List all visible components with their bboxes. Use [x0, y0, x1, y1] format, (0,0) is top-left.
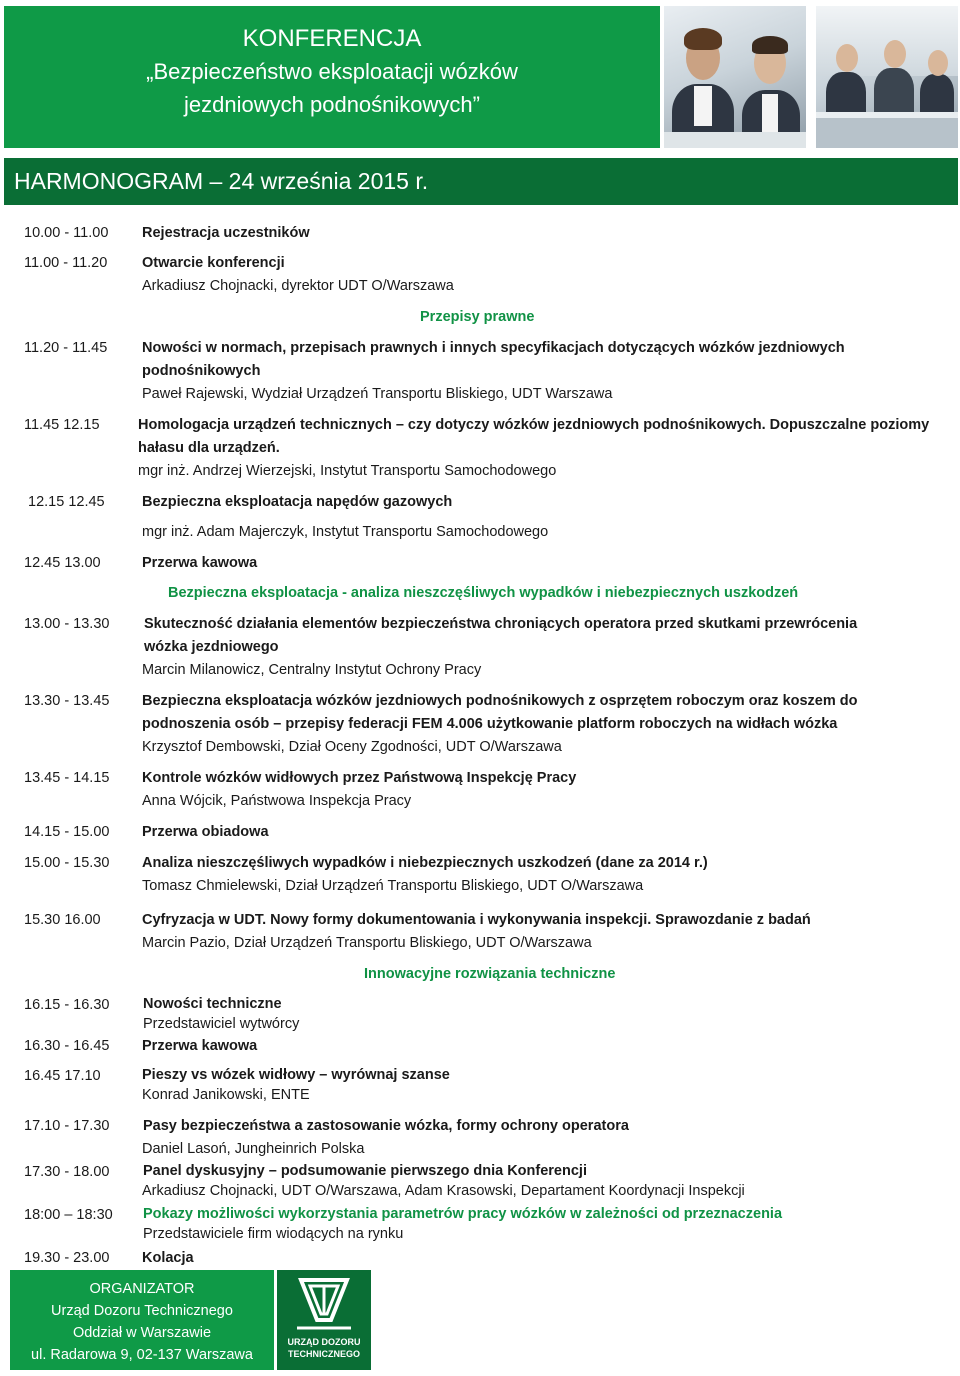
logo-text-line1: URZĄD DOZORU	[287, 1337, 361, 1347]
schedule-speaker: Przedstawiciel wytwórcy	[143, 1016, 300, 1032]
schedule-title: Panel dyskusyjny – podsumowanie pierwszego dnia Konferencji	[143, 1163, 587, 1179]
schedule-time: 16.15 - 16.30	[24, 997, 110, 1013]
conference-banner	[4, 6, 660, 148]
conference-subtitle-line2: jezdniowych podnośnikowych”	[184, 92, 480, 117]
schedule-title: Rejestracja uczestników	[142, 225, 310, 241]
schedule-time: 13.00 - 13.30	[24, 616, 110, 632]
schedule-title: Bezpieczna eksploatacja wózków jezdniowych podnośnikowych z osprzętem roboczym oraz koszem do podnoszenia osób – przepisy federacji FEM 4.006 użytkowanie platform roboczych na widłach wózka	[142, 693, 858, 732]
schedule-title: Kontrole wózków widłowych przez Państwową Inspekcję Pracy	[142, 770, 577, 786]
schedule-speaker: Konrad Janikowski, ENTE	[142, 1087, 310, 1103]
conference-subtitle-line1: „Bezpieczeństwo eksploatacji wózków	[146, 59, 518, 84]
schedule-time: 18:00 – 18:30	[24, 1207, 113, 1223]
schedule-speaker: Anna Wójcik, Państwowa Inspekcja Pracy	[142, 793, 412, 809]
schedule-time: 12.15 12.45	[28, 494, 105, 510]
schedule-title: Przerwa kawowa	[142, 1038, 258, 1054]
schedule-speaker: Paweł Rajewski, Wydział Urządzeń Transportu Bliskiego, UDT Warszawa	[142, 386, 613, 402]
schedule-title: Przerwa kawowa	[142, 555, 258, 571]
schedule-time: 15.30 16.00	[24, 912, 101, 928]
schedule-speaker: mgr inż. Adam Majerczyk, Instytut Transportu Samochodowego	[142, 524, 549, 540]
schedule-time: 14.15 - 15.00	[24, 824, 110, 840]
udt-logo	[277, 1270, 371, 1370]
schedule-speaker: Arkadiusz Chojnacki, dyrektor UDT O/Warszawa	[142, 278, 454, 294]
schedule-time: 11.20 - 11.45	[24, 340, 108, 356]
organizer-box	[10, 1270, 274, 1370]
organizer-branch: Oddział w Warszawie	[72, 1325, 212, 1341]
schedule-title: Otwarcie konferencji	[142, 255, 285, 271]
section-heading: Bezpieczna eksploatacja - analiza nieszczęśliwych wypadków i niebezpiecznych uszkodzeń	[168, 585, 799, 601]
schedule-title: Pokazy możliwości wykorzystania parametrów pracy wózków w zależności od przeznaczenia	[143, 1206, 783, 1222]
schedule-time: 19.30 - 23.00	[24, 1250, 110, 1266]
section-heading: Przepisy prawne	[420, 309, 535, 325]
schedule-speaker: Marcin Pazio, Dział Urządzeń Transportu Bliskiego, UDT O/Warszawa	[142, 935, 592, 951]
schedule-title: Nowości techniczne	[143, 996, 282, 1012]
schedule-title: Pasy bezpieczeństwa a zastosowanie wózka, formy ochrony operatora	[143, 1118, 629, 1134]
organizer-address: ul. Radarowa 9, 02-137 Warszawa	[31, 1347, 253, 1363]
schedule-speaker: Marcin Milanowicz, Centralny Instytut Ochrony Pracy	[142, 662, 482, 678]
schedule-title: Pieszy vs wózek widłowy – wyrównaj szanse	[142, 1067, 450, 1083]
schedule-speaker: mgr inż. Andrzej Wierzejski, Instytut Transportu Samochodowego	[138, 463, 557, 479]
schedule-title: Kolacja	[142, 1250, 194, 1266]
schedule-time: 13.30 - 13.45	[24, 693, 110, 709]
schedule-time: 17.10 - 17.30	[24, 1118, 110, 1134]
business-people-photo-left	[664, 6, 806, 148]
schedule-time: 11.00 - 11.20	[24, 255, 108, 271]
schedule-time: 12.45 13.00	[24, 555, 101, 571]
schedule-heading: HARMONOGRAM – 24 września 2015 r.	[4, 158, 958, 205]
schedule-time: 16.30 - 16.45	[24, 1038, 110, 1054]
logo-text-line2: TECHNICZNEGO	[288, 1349, 360, 1359]
schedule-title: Analiza nieszczęśliwych wypadków i niebezpiecznych uszkodzeń (dane za 2014 r.)	[142, 855, 708, 871]
schedule-title: Homologacja urządzeń technicznych – czy dotyczy wózków jezdniowych podnośnikowych. Dopuszczalne poziomy hałasu dla urządzeń.	[138, 417, 930, 456]
schedule-title: Skuteczność działania elementów bezpieczeństwa chroniących operatora przed skutkami przewrócenia wózka jezdniowego	[144, 616, 858, 655]
schedule-speaker: Tomasz Chmielewski, Dział Urządzeń Transportu Bliskiego, UDT O/Warszawa	[142, 878, 644, 894]
organizer-label: ORGANIZATOR	[89, 1281, 195, 1297]
udt-emblem-icon	[277, 1270, 371, 1336]
schedule-time: 16.45 17.10	[24, 1068, 101, 1084]
schedule-title: Cyfryzacja w UDT. Nowy formy dokumentowania i wykonywania inspekcji. Sprawozdanie z badań	[142, 912, 811, 928]
schedule-time: 15.00 - 15.30	[24, 855, 110, 871]
schedule-title: Bezpieczna eksploatacja napędów gazowych	[142, 494, 453, 510]
schedule-title: Przerwa obiadowa	[142, 824, 269, 840]
organizer-name: Urząd Dozoru Technicznego	[51, 1303, 233, 1319]
schedule-title: Nowości w normach, przepisach prawnych i innych specyfikacjach dotyczących wózków jezdniowych podnośnikowych	[142, 340, 845, 379]
schedule-speaker: Krzysztof Dembowski, Dział Oceny Zgodności, UDT O/Warszawa	[142, 739, 562, 755]
schedule-time: 17.30 - 18.00	[24, 1164, 110, 1180]
schedule-time: 13.45 - 14.15	[24, 770, 110, 786]
schedule-time: 10.00 - 11.00	[24, 225, 109, 241]
section-heading: Innowacyjne rozwiązania techniczne	[364, 966, 616, 982]
schedule-speaker: Daniel Lasoń, Jungheinrich Polska	[142, 1141, 365, 1157]
conference-title: KONFERENCJA	[242, 25, 422, 52]
schedule-speaker: Arkadiusz Chojnacki, UDT O/Warszawa, Adam Krasowski, Departament Koordynacji Inspekcji	[142, 1183, 745, 1199]
schedule-speaker: Przedstawiciele firm wiodących na rynku	[143, 1226, 404, 1242]
business-people-photo-right	[816, 6, 958, 148]
schedule-time: 11.45 12.15	[24, 417, 100, 433]
